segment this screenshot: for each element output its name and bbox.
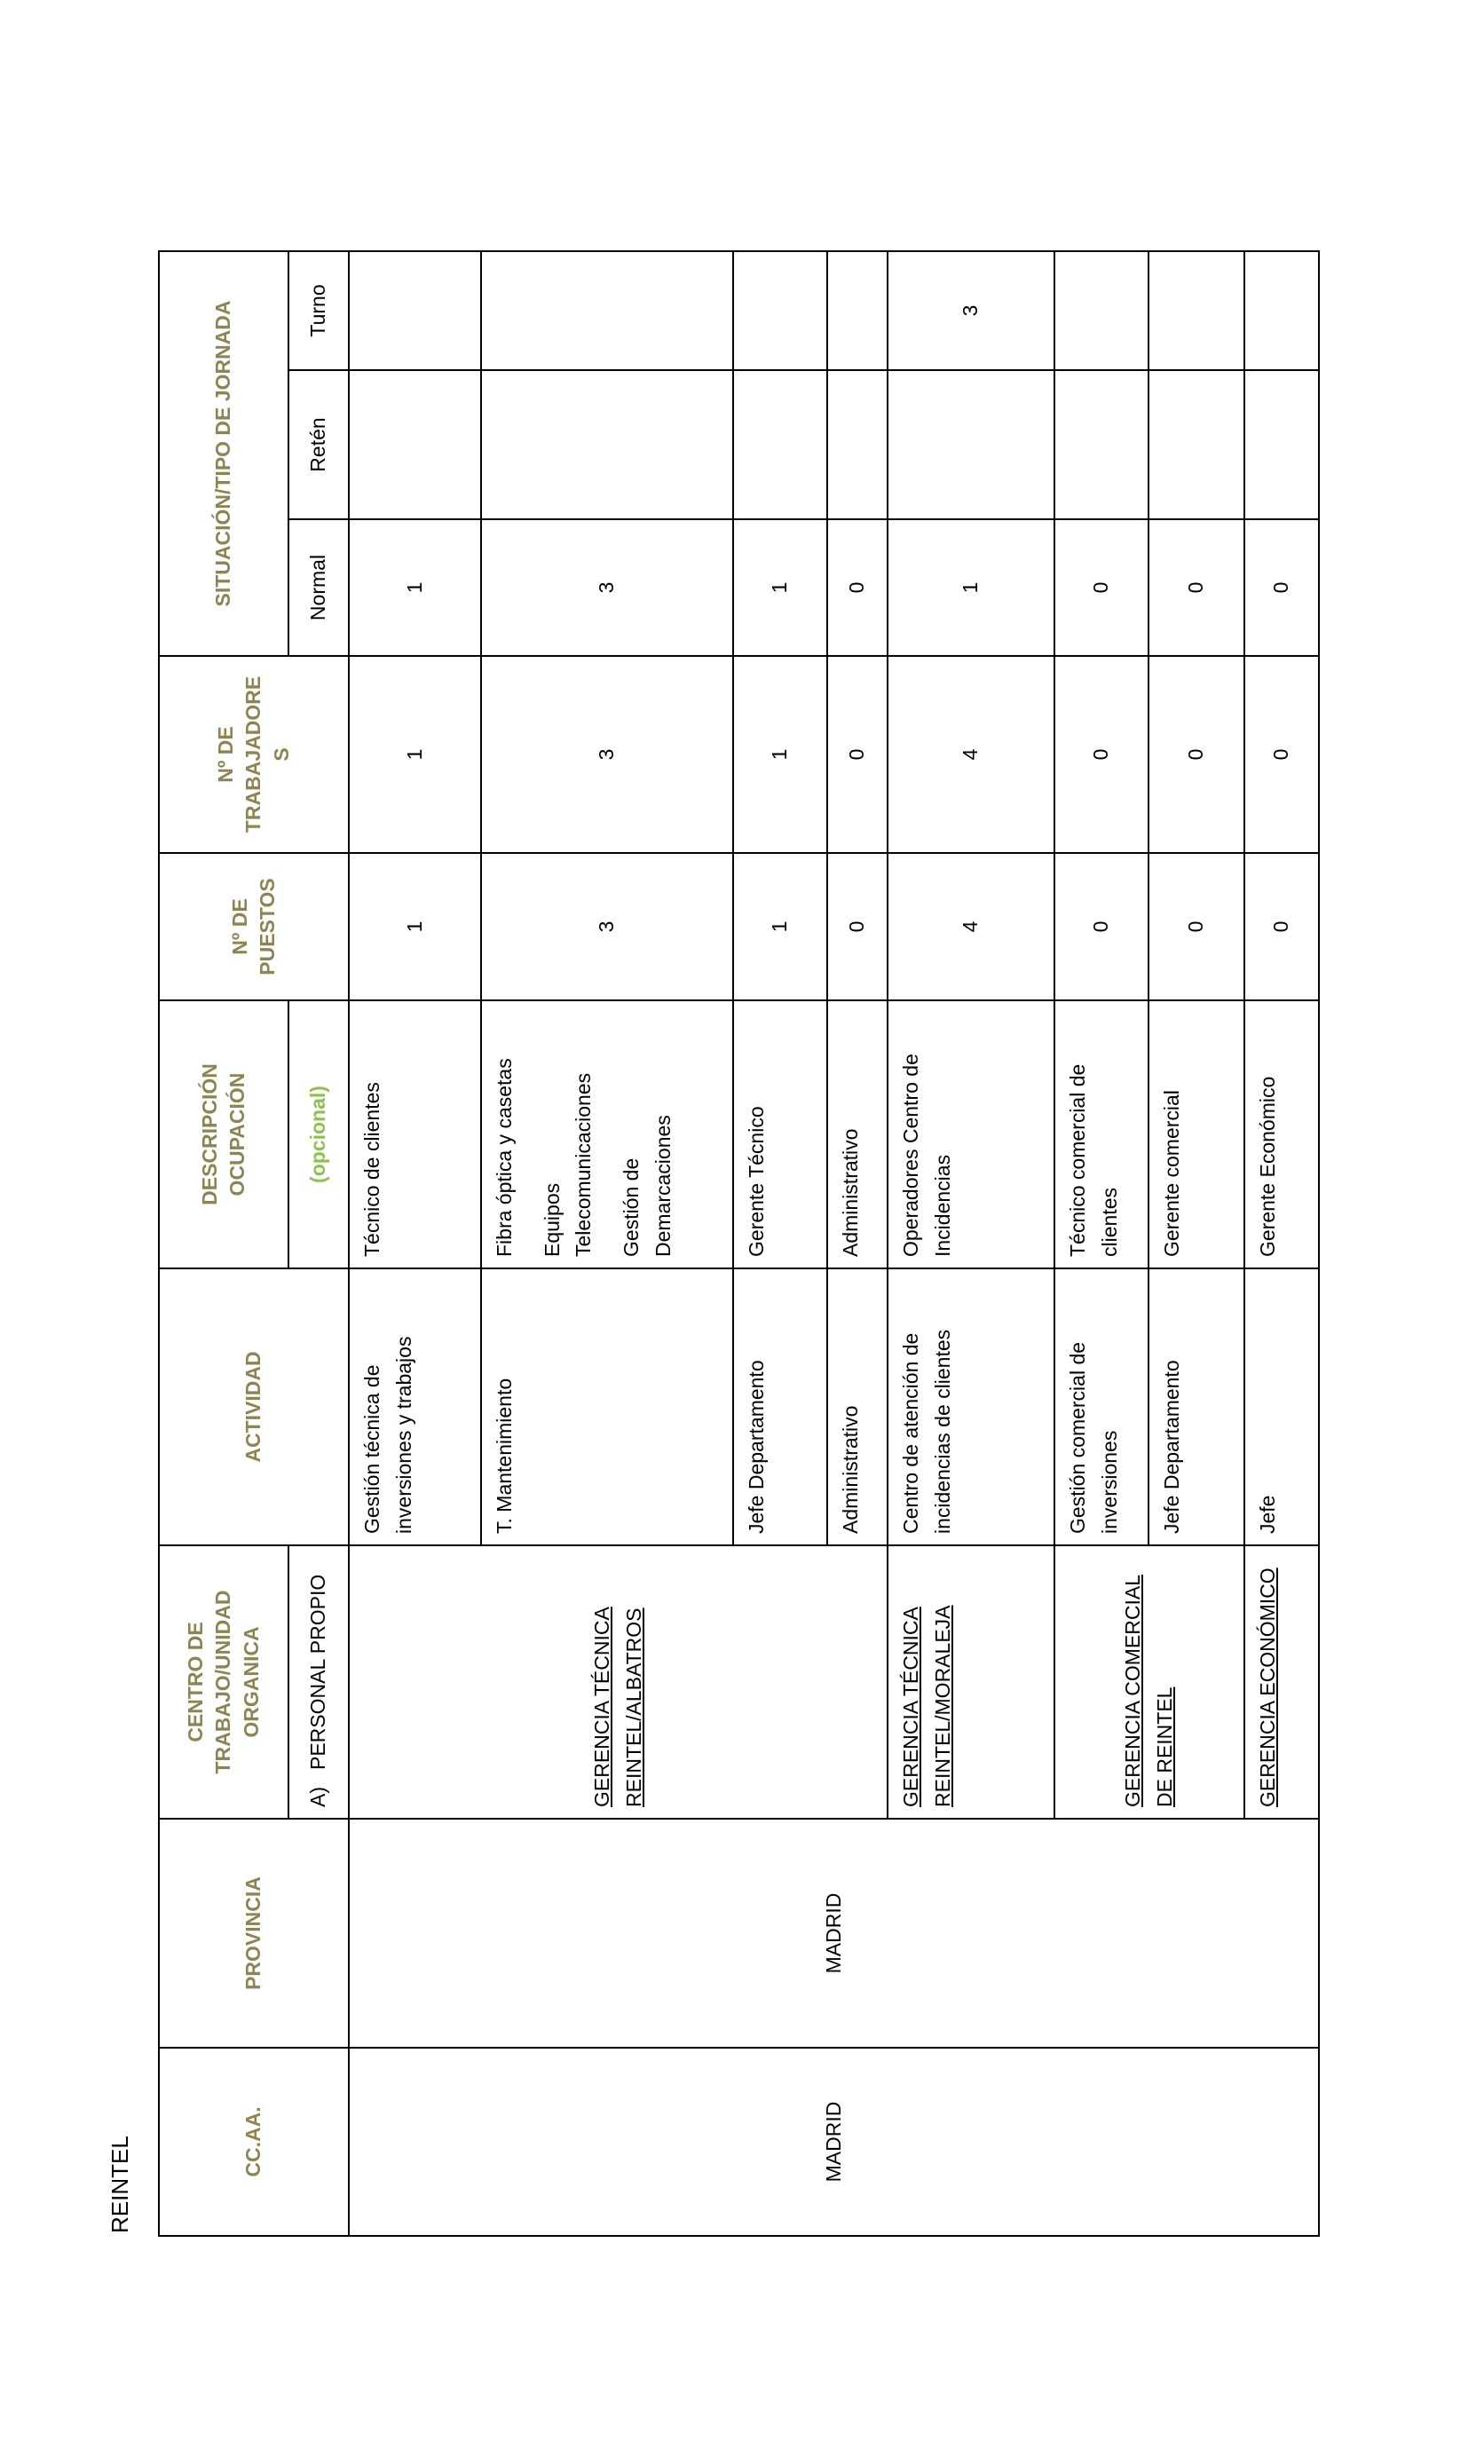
header-reten: Retén bbox=[288, 370, 349, 519]
turno-cell bbox=[1244, 251, 1319, 370]
header-turno: Turno bbox=[288, 251, 349, 370]
trabajadores-cell: 0 bbox=[827, 656, 888, 853]
actividad-cell: Gestión técnica de inversiones y trabajos bbox=[349, 1268, 481, 1545]
centro-label: GERENCIA TÉCNICA REINTEL/ALBATROS bbox=[589, 1607, 645, 1807]
reten-cell bbox=[349, 370, 481, 519]
descripcion-cell: Gerente Económico bbox=[1244, 1000, 1319, 1268]
reten-cell bbox=[827, 370, 888, 519]
descripcion-line: Equipos Telecomunicaciones bbox=[540, 1072, 596, 1257]
header-row bbox=[159, 251, 288, 2236]
personal-letter: A) bbox=[306, 1787, 330, 1807]
descripcion-line: Gestión de Demarcaciones bbox=[619, 1115, 675, 1257]
actividad-cell: T. Mantenimiento bbox=[481, 1268, 733, 1545]
reten-cell bbox=[1149, 370, 1244, 519]
reten-cell bbox=[481, 370, 733, 519]
descripcion-cell: Gerente comercial bbox=[1149, 1000, 1244, 1268]
centro-label: GERENCIA COMERCIAL DE REINTEL bbox=[1121, 1575, 1176, 1807]
centro-label: GERENCIA ECONÓMICO bbox=[1256, 1568, 1279, 1807]
header-ccaa: CC.AA. bbox=[159, 2048, 349, 2236]
actividad-cell: Jefe Departamento bbox=[1149, 1268, 1244, 1545]
puestos-cell: 4 bbox=[888, 853, 1054, 1000]
normal-cell: 1 bbox=[888, 519, 1054, 656]
reten-cell bbox=[733, 370, 827, 519]
descripcion-cell: Técnico de clientes bbox=[349, 1000, 481, 1268]
header-puestos: Nº DE PUESTOS bbox=[159, 853, 349, 1000]
normal-cell: 0 bbox=[1244, 519, 1319, 656]
turno-cell bbox=[733, 251, 827, 370]
workforce-table bbox=[158, 250, 1320, 2237]
puestos-cell: 0 bbox=[1149, 853, 1244, 1000]
puestos-cell: 1 bbox=[349, 853, 481, 1000]
actividad-cell: Jefe bbox=[1244, 1268, 1319, 1545]
ccaa-cell: MADRID bbox=[349, 2048, 1319, 2236]
personal-label: PERSONAL PROPIO bbox=[306, 1574, 330, 1770]
descripcion-cell: Administrativo bbox=[827, 1000, 888, 1268]
centro-cell bbox=[888, 1545, 1054, 1819]
trabajadores-cell: 4 bbox=[888, 656, 1054, 853]
normal-cell: 0 bbox=[1149, 519, 1244, 656]
trabajadores-cell: 0 bbox=[1244, 656, 1319, 853]
header-actividad: ACTIVIDAD bbox=[159, 1268, 349, 1545]
centro-label: GERENCIA TÉCNICA REINTEL/MORALEJA bbox=[899, 1605, 954, 1807]
descripcion-cell: Gerente Técnico bbox=[733, 1000, 827, 1268]
trabajadores-cell: 0 bbox=[1149, 656, 1244, 853]
turno-cell: 3 bbox=[888, 251, 1054, 370]
descripcion-cell: Técnico comercial de clientes bbox=[1054, 1000, 1149, 1268]
centro-cell bbox=[1054, 1545, 1244, 1819]
puestos-cell: 0 bbox=[1244, 853, 1319, 1000]
trabajadores-cell: 3 bbox=[481, 656, 733, 853]
normal-cell: 3 bbox=[481, 519, 733, 656]
header-descripcion: DESCRIPCIÓN OCUPACIÓN bbox=[159, 1000, 288, 1268]
normal-cell: 0 bbox=[827, 519, 888, 656]
reten-cell bbox=[1054, 370, 1149, 519]
turno-cell bbox=[1054, 251, 1149, 370]
centro-cell bbox=[1244, 1545, 1319, 1819]
trabajadores-cell: 1 bbox=[733, 656, 827, 853]
turno-cell bbox=[481, 251, 733, 370]
turno-cell bbox=[1149, 251, 1244, 370]
trabajadores-cell: 0 bbox=[1054, 656, 1149, 853]
header-centro: CENTRO DE TRABAJO/UNIDAD ORGANICA bbox=[159, 1545, 288, 1819]
actividad-cell: Gestión comercial de inversiones bbox=[1054, 1268, 1149, 1545]
company-name: REINTEL bbox=[107, 2136, 133, 2233]
puestos-cell: 0 bbox=[827, 853, 888, 1000]
header-provincia: PROVINCIA bbox=[159, 1819, 349, 2048]
trabajadores-cell: 1 bbox=[349, 656, 481, 853]
header-situacion: SITUACIÓN/TIPO DE JORNADA bbox=[159, 251, 288, 656]
personal-propio-cell bbox=[288, 1545, 349, 1819]
reten-cell bbox=[1244, 370, 1319, 519]
descripcion-line: Fibra óptica y casetas bbox=[493, 1058, 516, 1257]
header-normal: Normal bbox=[288, 519, 349, 656]
puestos-cell: 3 bbox=[481, 853, 733, 1000]
puestos-cell: 0 bbox=[1054, 853, 1149, 1000]
actividad-cell: Centro de atención de incidencias de clientes bbox=[888, 1268, 1054, 1545]
normal-cell: 1 bbox=[733, 519, 827, 656]
turno-cell bbox=[827, 251, 888, 370]
turno-cell bbox=[349, 251, 481, 370]
descripcion-cell bbox=[481, 1000, 733, 1268]
actividad-cell: Administrativo bbox=[827, 1268, 888, 1545]
header-opcional: (opcional) bbox=[288, 1000, 349, 1268]
reten-cell bbox=[888, 370, 1054, 519]
puestos-cell: 1 bbox=[733, 853, 827, 1000]
provincia-cell: MADRID bbox=[349, 1819, 1319, 2048]
header-trabajadores: Nº DE TRABAJADORE S bbox=[159, 656, 349, 853]
normal-cell: 0 bbox=[1054, 519, 1149, 656]
descripcion-cell: Operadores Centro de Incidencias bbox=[888, 1000, 1054, 1268]
actividad-cell: Jefe Departamento bbox=[733, 1268, 827, 1545]
centro-cell bbox=[349, 1545, 888, 1819]
normal-cell: 1 bbox=[349, 519, 481, 656]
table-row bbox=[349, 251, 481, 2236]
